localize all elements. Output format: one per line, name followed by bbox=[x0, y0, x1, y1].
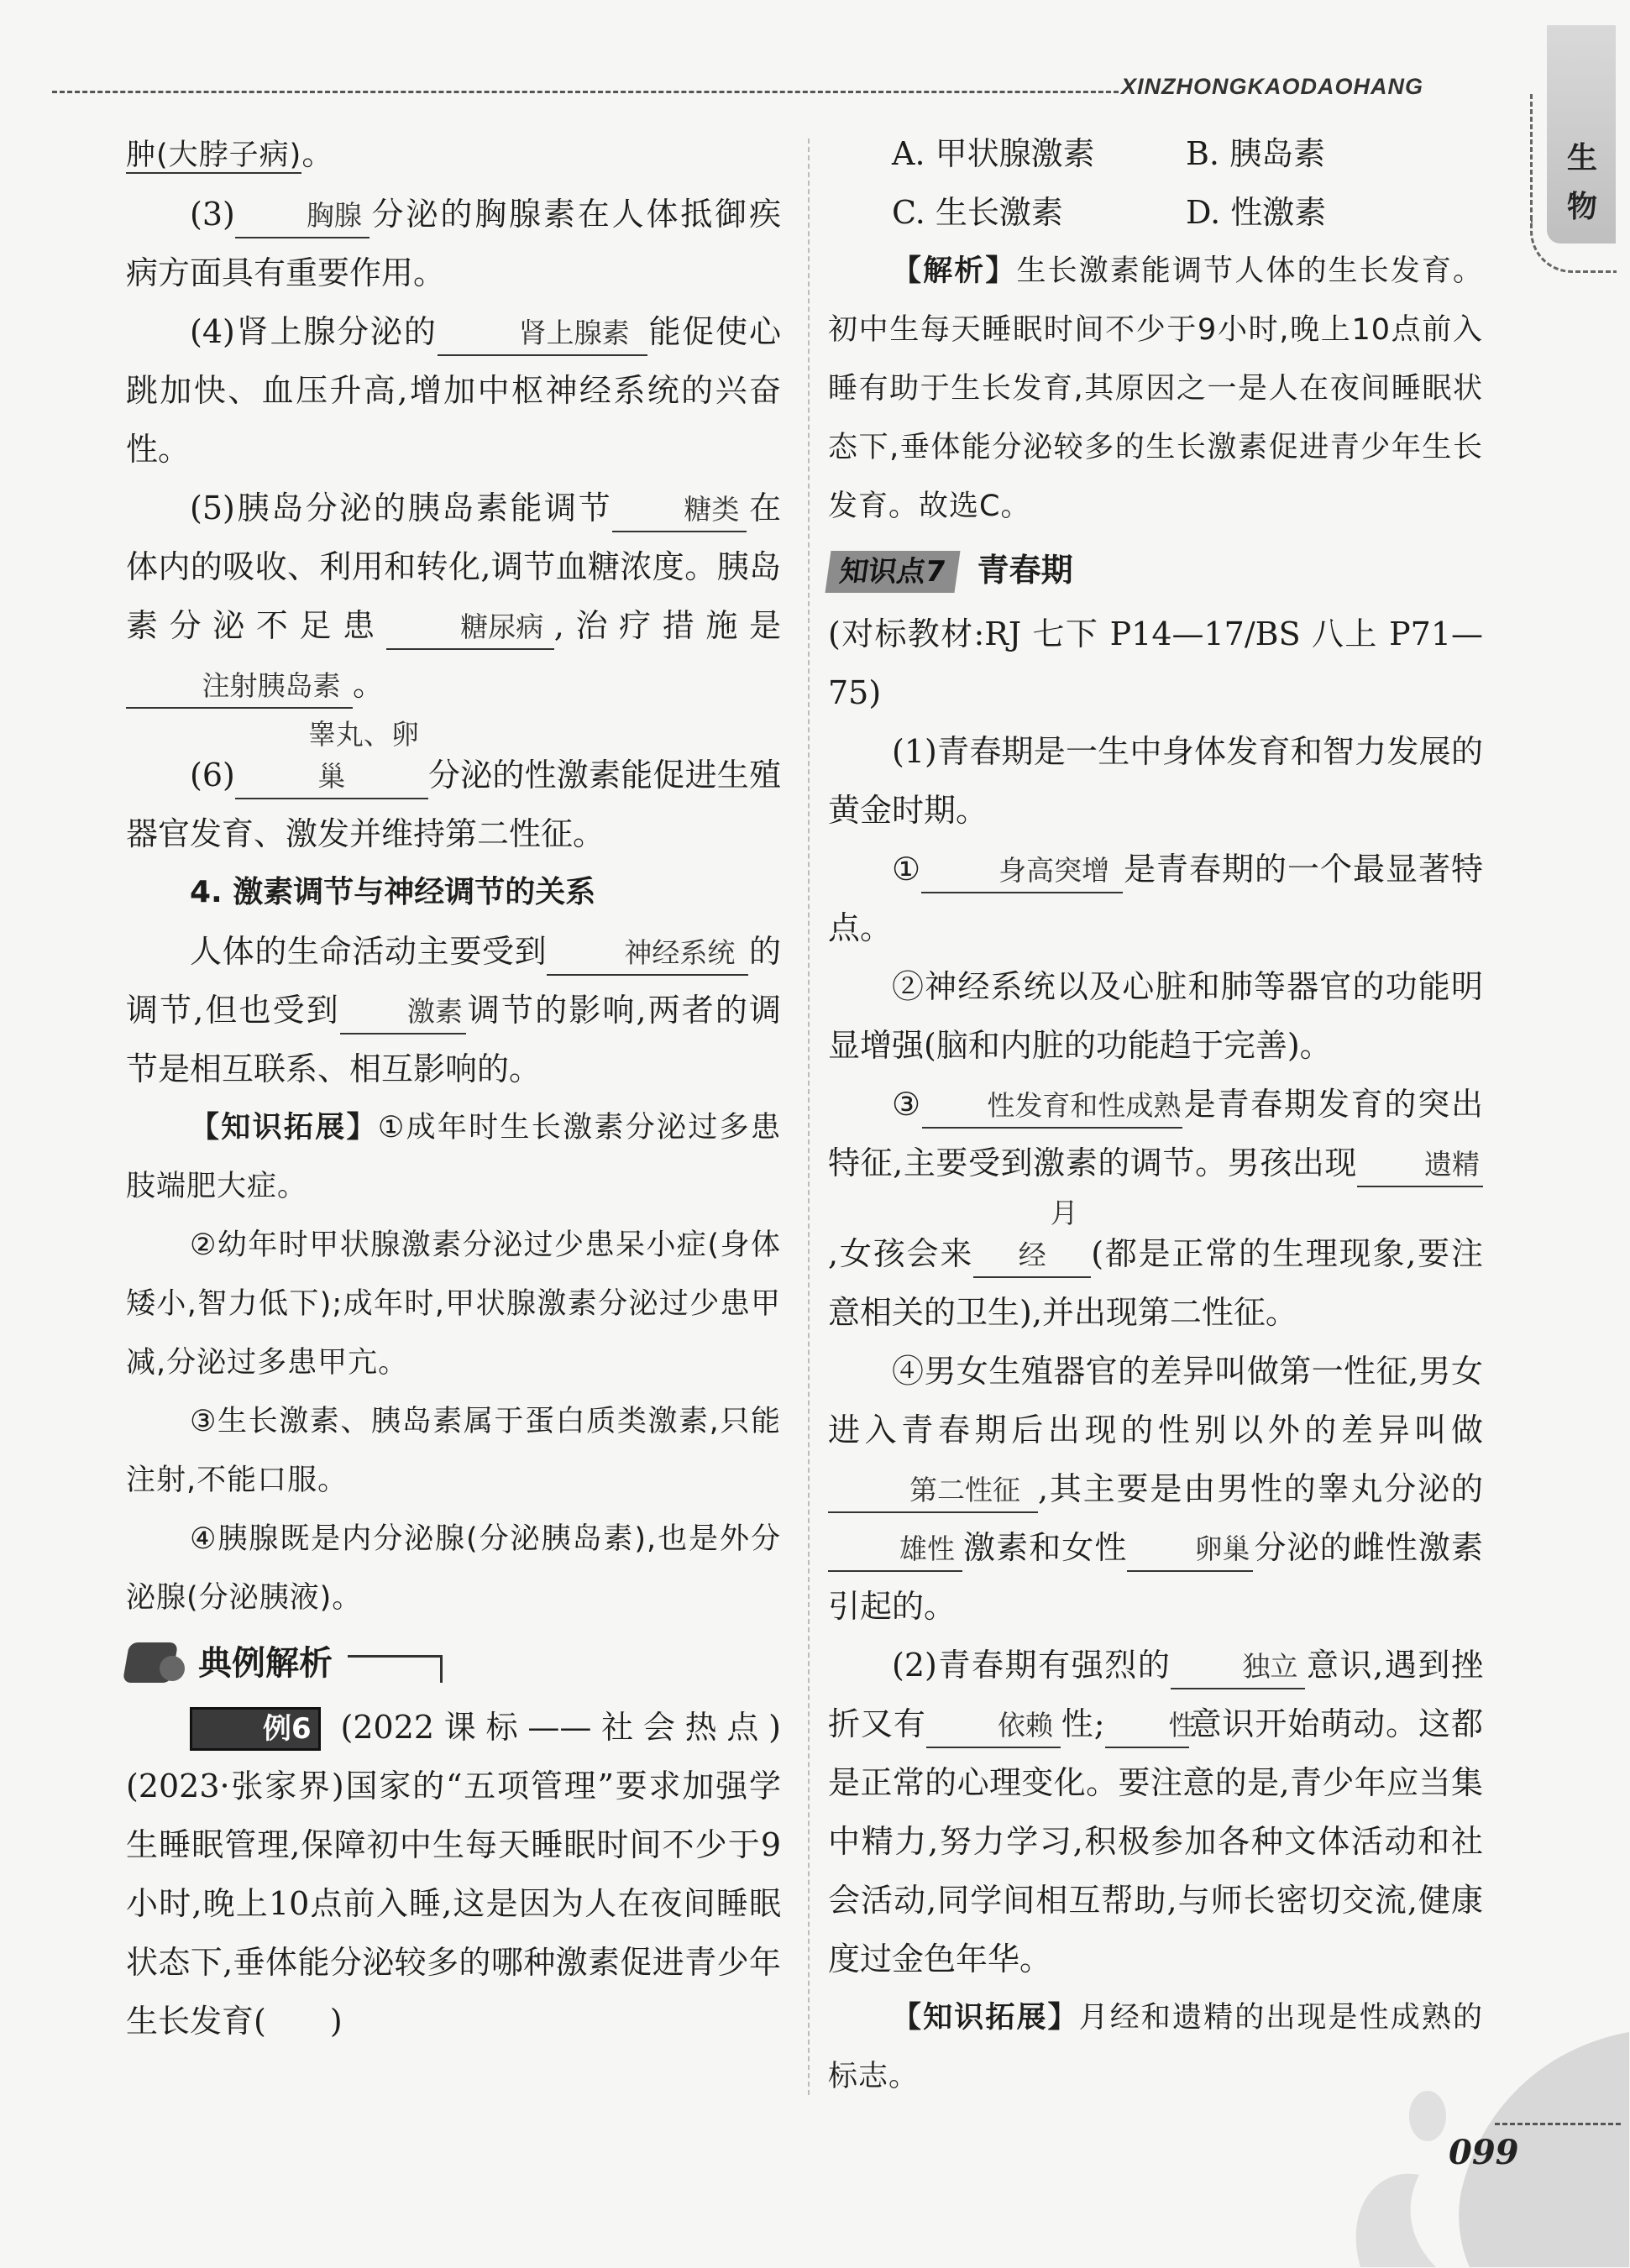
page-number: 099 bbox=[1449, 2133, 1519, 2172]
paragraph: ②神经系统以及心脏和肺等器官的功能明显增强(脑和内脏的功能趋于完善)。 bbox=[828, 968, 1483, 1064]
answer-blank: 第二性征 bbox=[828, 1469, 1038, 1513]
paragraph: 人体的生命活动主要受到 神经系统 的调节,但也受到 激素 调节的影响,两者的调节是相互联系、相互影响的。 bbox=[126, 933, 781, 1087]
option-c: C. 生长激素 bbox=[892, 194, 1063, 231]
answer-blank: 胸腺 bbox=[235, 195, 370, 238]
answer-blank: 糖类 bbox=[612, 489, 747, 532]
knowledge-point-badge: 知识点7 bbox=[825, 551, 960, 593]
right-column bbox=[828, 124, 1483, 2106]
knowledge-extension-item: ③生长激素、胰岛素属于蛋白质类激素,只能注射,不能口服。 bbox=[126, 1405, 781, 1497]
answer-blank: 肾上腺素 bbox=[438, 312, 647, 356]
option-a: A. 甲状腺激素 bbox=[892, 135, 1095, 172]
answer-options-row bbox=[828, 124, 1483, 183]
answer-blank: 月经 bbox=[973, 1192, 1091, 1278]
answer-blank: 性发育和性成熟 bbox=[922, 1085, 1182, 1129]
answer-options-row bbox=[828, 183, 1483, 242]
tab-dash-curve bbox=[1530, 220, 1617, 273]
answer-blank: 依赖 bbox=[926, 1705, 1061, 1748]
paragraph: (2)青春期有强烈的 独立 意识,遇到挫折又有 依赖 性; 性意识开始萌动。这都是正常的心理变化。要注意的是,青少年应当集中精力,努力学习,积极参加各种文体活动和社会活动,同学间相互帮助,与师长密切交流,健康度过金色年华。 bbox=[828, 1647, 1483, 1977]
answer-blank: 睾丸、卵巢 bbox=[235, 714, 428, 799]
paragraph: 肿(大脖子病)。 bbox=[126, 135, 334, 172]
header-divider bbox=[52, 91, 1119, 93]
answer-blank: 性 bbox=[1105, 1705, 1189, 1748]
paragraph: ④男女生殖器官的差异叫做第一性征,男女进入青春期后出现的性别以外的差异叫做第二性征 ,其主要是由男性的睾丸分泌的雄性 激素和女性 卵巢 分泌的雌性激素引起的。 bbox=[828, 1353, 1483, 1625]
example-question: 例6 (2022课标——社会热点)(2023·张家界)国家的“五项管理”要求加强学生睡眠管理,保障初中生每天睡眠时间不少于9小时,晚上10点前入睡,这是因为人在夜间睡眠状态下,垂体能分泌较多的哪种激素促进青少年生长发育( ) bbox=[126, 1709, 781, 2040]
paragraph: (3) 胸腺 分泌的胸腺素在人体抵御疾病方面具有重要作用。 bbox=[126, 196, 781, 291]
example-badge: 例6 bbox=[190, 1707, 321, 1751]
answer-blank: 注射胰岛素 bbox=[126, 665, 353, 709]
paragraph: (6)睾丸、卵巢 分泌的性激素能促进生殖器官发育、激发并维持第二性征。 bbox=[126, 714, 781, 863]
knowledge-extension-item: ②幼年时甲状腺激素分泌过少患呆小症(身体矮小,智力低下);成年时,甲状腺激素分泌过少患甲减,分泌过多患甲亢。 bbox=[126, 1228, 781, 1380]
paragraph: ③ 性发育和性成熟是青春期发育的突出特征,主要受到激素的调节。男孩出现 遗精,女孩会来月经 (都是正常的生理现象,要注意相关的卫生),并出现第二性征。 bbox=[828, 1086, 1483, 1331]
column-divider bbox=[808, 139, 810, 2095]
paragraph: (5)胰岛分泌的胰岛素能调节 糖类 在体内的吸收、利用和转化,调节血糖浓度。胰岛素分泌不足患 糖尿病 ,治疗措施是注射胰岛素 。 bbox=[126, 479, 781, 714]
answer-blank: 身高突增 bbox=[921, 850, 1123, 893]
knowledge-extension: 【知识拓展】月经和遗精的出现是性成熟的标志。 bbox=[828, 2001, 1483, 2093]
answer-blank: 糖尿病 bbox=[386, 606, 554, 650]
handwritten-answer: 肿(大脖子病) bbox=[126, 139, 302, 172]
subheading: 4. 激素调节与神经调节的关系 bbox=[190, 875, 596, 909]
knowledge-point-header bbox=[828, 541, 1483, 600]
answer-blank: 遗精 bbox=[1357, 1144, 1483, 1187]
option-d: D. 性激素 bbox=[1186, 194, 1327, 231]
camera-icon bbox=[126, 1634, 193, 1686]
decorative-splash bbox=[1260, 1998, 1629, 2267]
answer-blank: 雄性 bbox=[828, 1528, 962, 1572]
option-b: B. 胰岛素 bbox=[1186, 135, 1326, 172]
knowledge-extension-item: ④胰腺既是内分泌腺(分泌胰岛素),也是外分泌腺(分泌胰液)。 bbox=[126, 1522, 781, 1615]
answer-blank: 神经系统 bbox=[547, 932, 748, 976]
left-column bbox=[126, 124, 781, 2051]
section-title: 典例解析 bbox=[198, 1643, 333, 1683]
knowledge-point-title: 青春期 bbox=[977, 552, 1073, 589]
answer-blank: 独立 bbox=[1171, 1646, 1305, 1689]
paragraph: ① 身高突增 是青春期的一个最显著特点。 bbox=[828, 851, 1483, 946]
knowledge-extension: 【知识拓展】①成年时生长激素分泌过多患肢端肥大症。 bbox=[126, 1111, 781, 1203]
section-title-line bbox=[348, 1655, 443, 1683]
paragraph: (1)青春期是一生中身体发育和智力发展的黄金时期。 bbox=[828, 733, 1483, 829]
analysis: 【解析】生长激素能调节人体的生长发育。初中生每天睡眠时间不少于9小时,晚上10点前入睡有助于生长发育,其原因之一是人在夜间睡眠状态下,垂体能分泌较多的生长激素促进青少年生长发育。故选C。 bbox=[828, 254, 1483, 523]
answer-blank: 卵巢 bbox=[1127, 1528, 1253, 1572]
footer-divider bbox=[1495, 2123, 1621, 2125]
section-header bbox=[126, 1634, 781, 1686]
paragraph: (4)肾上腺分泌的 肾上腺素 能促使心跳加快、血压升高,增加中枢神经系统的兴奋性。 bbox=[126, 313, 781, 468]
subject-tab-label: 生物 bbox=[1567, 141, 1598, 224]
textbook-reference: (对标教材:RJ 七下 P14—17/BS 八上 P71—75) bbox=[828, 615, 1483, 711]
running-title: XINZHONGKAODAOHANG bbox=[1121, 74, 1423, 99]
tab-dash-line bbox=[1530, 94, 1533, 220]
answer-blank: 激素 bbox=[340, 991, 466, 1034]
